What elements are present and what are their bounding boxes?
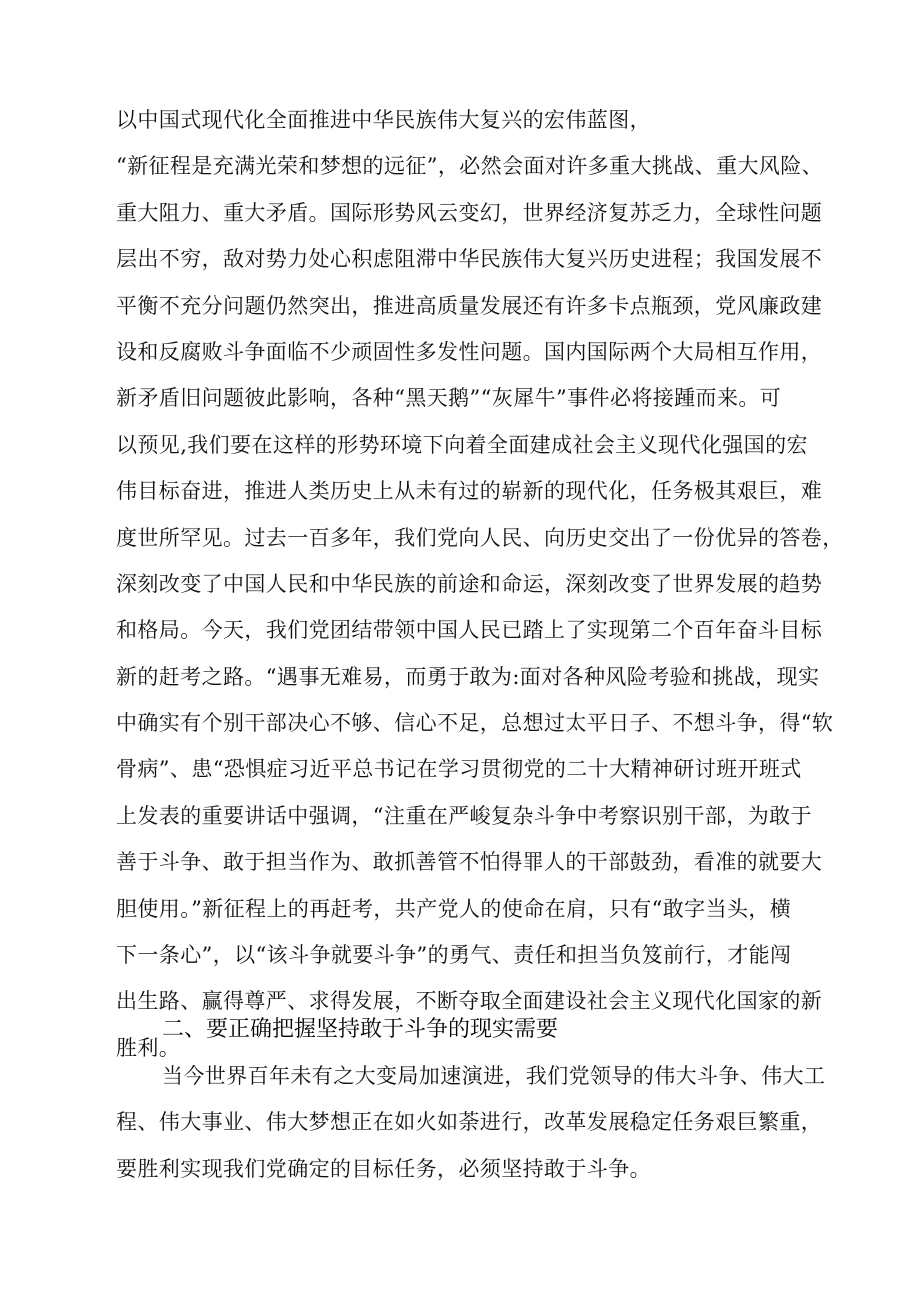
text-line: 上发表的重要讲话中强调，“注重在严峻复杂斗争中考察识别干部，为敢于	[116, 803, 812, 828]
text-line: 出生路、赢得尊严、求得发展，不断夺取全面建设社会主义现代化国家的新	[116, 989, 823, 1014]
text-line: 中确实有个别干部决心不够、信心不足，总想过太平日子、不想斗争，得“软	[116, 711, 834, 736]
text-line: 下一条心”，以“该斗争就要斗争”的勇气、责任和担当负笈前行，才能闯	[116, 943, 792, 968]
text-line: 度世所罕见。过去一百多年，我们党向人民、向历史交出了一份优异的答卷，	[116, 525, 844, 550]
text-line: 新的赶考之路。“遇事无难易，而勇于敢为:面对各种风险考验和挑战，现实	[116, 664, 820, 689]
paragraph-2	[116, 1053, 846, 1192]
text-line: 程、伟大事业、伟大梦想正在如火如荼进行，改革发展稳定任务艰巨繁重，	[116, 1110, 823, 1135]
text-line: 重大阻力、重大矛盾。国际形势风云变幻，世界经济复苏乏力，全球性问题	[116, 200, 823, 225]
text-line: 伟目标奋进，推进人类历史上从未有过的崭新的现代化，任务极其艰巨，难	[116, 479, 823, 504]
text-line: 要胜利实现我们党确定的目标任务，必须坚持敢于斗争。	[116, 1156, 651, 1181]
paragraph-1	[116, 97, 846, 1071]
text-line: 胆使用。”新征程上的再赶考，共产党人的使命在肩，只有“敢字当头，横	[116, 896, 792, 921]
text-line: 善于斗争、敢于担当作为、敢抓善管不怕得罪人的干部鼓劲，看准的就要大	[116, 850, 823, 875]
text-line: “新征程是充满光荣和梦想的远征”，必然会面对许多重大挑战、重大风险、	[116, 154, 824, 179]
text-line: 骨病”、患“恐惧症习近平总书记在学习贯彻党的二十大精神研讨班开班式	[116, 757, 802, 782]
section-heading: 二、要正确把握坚持敢于斗争的现实需要	[162, 1017, 559, 1042]
text-line: 深刻改变了中国人民和中华民族的前途和命运，深刻改变了世界发展的趋势	[116, 571, 823, 596]
text-line: 层出不穷，敌对势力处心积虑阻滞中华民族伟大复兴历史进程；我国发展不	[116, 247, 823, 272]
text-line: 平衡不充分问题仍然突出，推进高质量发展还有许多卡点瓶颈，党风廉政建	[116, 293, 823, 318]
text-line: 和格局。今天，我们党团结带领中国人民已踏上了实现第二个百年奋斗目标	[116, 618, 823, 643]
text-line: 以预见,我们要在这样的形势环境下向着全面建成社会主义现代化强国的宏	[116, 432, 808, 457]
text-line: 以中国式现代化全面推进中华民族伟大复兴的宏伟蓝图，	[116, 108, 651, 132]
text-line: 设和反腐败斗争面临不少顽固性多发性问题。国内国际两个大局相互作用，	[116, 339, 823, 364]
text-line: 新矛盾旧问题彼此影响，各种“黑天鹅”“灰犀牛”事件必将接踵而来。可	[116, 386, 782, 411]
text-line: 当今世界百年未有之大变局加速演进，我们党领导的伟大斗争、伟大工	[162, 1064, 826, 1088]
text-line: 胜利。	[116, 1035, 181, 1060]
